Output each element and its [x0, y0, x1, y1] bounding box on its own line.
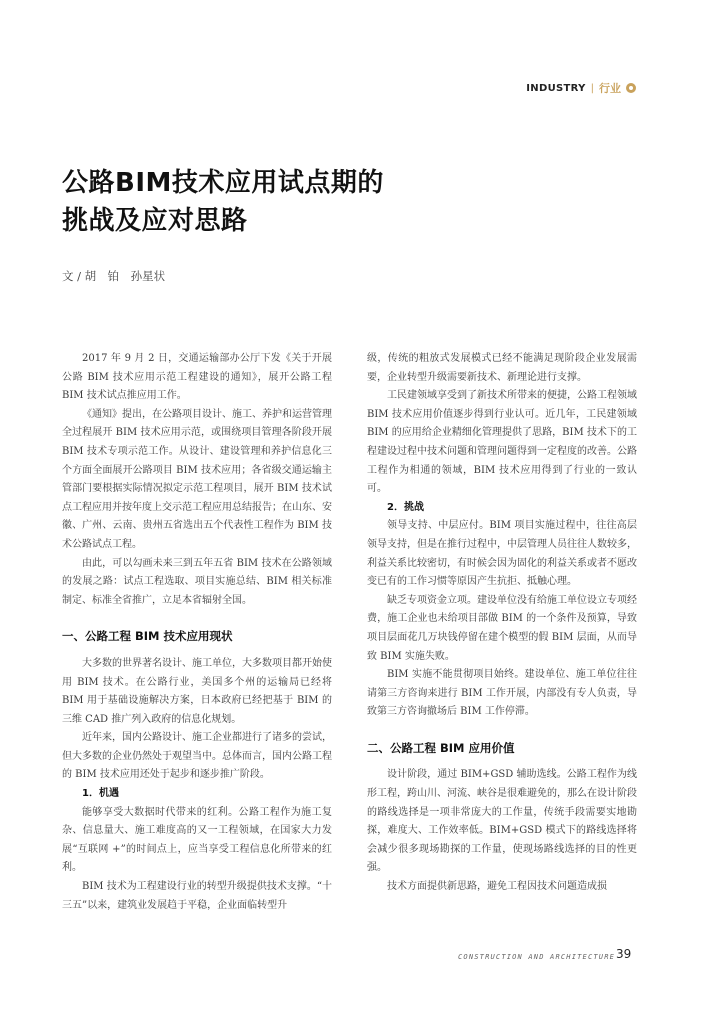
paragraph: BIM 实施不能贯彻项目始终。建设单位、施工单位往往请第三方咨询来进行 BIM 工作开展，内部没有专人负责，导致第三方咨询撤场后 BIM 工作停滞。: [367, 669, 637, 718]
title-line-2: 挑战及应对思路: [62, 206, 248, 236]
section-circle-icon: [626, 83, 636, 93]
paragraph: 级，传统的粗放式发展模式已经不能满足现阶段企业发展需要，企业转型升级需要新技术、新理论进行支撑。: [367, 353, 637, 383]
right-column: [367, 350, 637, 897]
section-label-en: INDUSTRY: [526, 82, 586, 94]
subsection-heading: 1．机遇: [82, 788, 119, 800]
article-title: [62, 164, 482, 240]
paragraph: 工民建领域享受到了新技术所带来的便捷，公路工程领域 BIM 技术应用价值逐步得到行业认可。近几年，工民建领域 BIM 的应用给企业精细化管理提供了思路，BIM 技术下的工程建设过程中技术问题和管理问题得到一定程度的改善。公路工程作为相通的领域，BIM 技术应用得到了行业的一致认可。: [367, 390, 637, 495]
paragraph: 大多数的世界著名设计、施工单位，大多数项目都开始使用 BIM 技术。在公路行业，美国多个州的运输局已经将 BIM 用于基础设施解决方案，日本政府已经把基于 BIM 的三维 CAD 推广列入政府的信息化规划。: [62, 657, 332, 725]
subsection-heading: 2．挑战: [387, 501, 424, 513]
paragraph: 近年来，国内公路设计、施工企业都进行了诸多的尝试，但大多数的企业仍然处于观望当中。总体而言，国内公路工程的 BIM 技术应用还处于起步和逐步推广阶段。: [62, 732, 332, 781]
paragraph: 设计阶段，通过 BIM+GSD 辅助选线。公路工程作为线形工程，跨山川、河流、峡谷是很难避免的，那么在设计阶段的路线选择是一项非常庞大的工作量，传统手段需要实地勘探，难度大、工作效率低。BIM+GSD 模式下的路线选择将会减少很多现场勘探的工作量，使现场路线选择的目的性更强。: [367, 769, 637, 874]
paragraph: 能够享受大数据时代带来的红利。公路工程作为施工复杂、信息量大、施工难度高的又一工程领域，在国家大力发展“互联网 +”的时间点上，应当享受工程信息化所带来的红利。: [62, 806, 332, 874]
paragraph: 由此，可以勾画未来三到五年五省 BIM 技术在公路领域的发展之路：试点工程选取、项目实施总结、BIM 相关标准制定、标准全省推广，立足本省辐射全国。: [62, 557, 332, 606]
page-footer: [0, 944, 724, 968]
section-heading: 二、公路工程 BIM 应用价值: [367, 740, 515, 755]
paragraph: 缺乏专项资金立项。建设单位没有给施工单位设立专项经费，施工企业也未给项目部做 BIM 的一个条件及预算，导致项目层面花几万块钱停留在建个模型的假 BIM 层面，从而导致 BIM 实施失败。: [367, 594, 637, 662]
magazine-name: CONSTRUCTION AND ARCHITECTURE: [458, 953, 616, 961]
paragraph: 2017 年 9 月 2 日，交通运输部办公厅下发《关于开展公路 BIM 技术应用示范工程建设的通知》，展开公路工程BIM 技术试点推应用工作。: [62, 353, 332, 402]
section-header: [526, 80, 636, 96]
article-byline: 文 / 胡 铂 孙星状: [62, 269, 166, 283]
paragraph: 技术方面提供新思路，避免工程因技术问题造成损: [387, 881, 607, 893]
paragraph: BIM 技术为工程建设行业的转型升级提供技术支撑。“十三五”以来，建筑业发展趋于平稳，企业面临转型升: [62, 881, 332, 911]
section-heading: 一、公路工程 BIM 技术应用现状: [62, 629, 233, 644]
title-line-1: 公路BIM技术应用试点期的: [62, 168, 384, 198]
page-number: 39: [616, 947, 632, 961]
left-column: [62, 350, 332, 915]
paragraph: 领导支持、中层应付。BIM 项目实施过程中，往往高层领导支持，但是在推行过程中，中层管理人员往往人数较多，利益关系比较密切，有时候会因为固化的利益关系或者不愿改变已有的工作习惯等原因产生抗拒、抵触心理。: [367, 520, 637, 588]
section-separator: |: [590, 82, 594, 94]
paragraph: 《通知》提出，在公路项目设计、施工、养护和运营管理全过程展开 BIM 技术应用示范，或围绕项目管理各阶段开展 BIM 技术专项示范工作。从设计、建设管理和养护信息化三个方面全面展开公路项目 BIM 技术应用；各省级交通运输主管部门要根据实际情况拟定示范工程项目，展开 BIM 技术试点工程应用并按年度上交示范工程应用总结报告；在山东、安徽、广州、云南、贵州五省选出五个代表性工程作为 BIM 技术公路试点工程。: [62, 408, 332, 550]
section-label-cn: 行业: [599, 82, 621, 95]
